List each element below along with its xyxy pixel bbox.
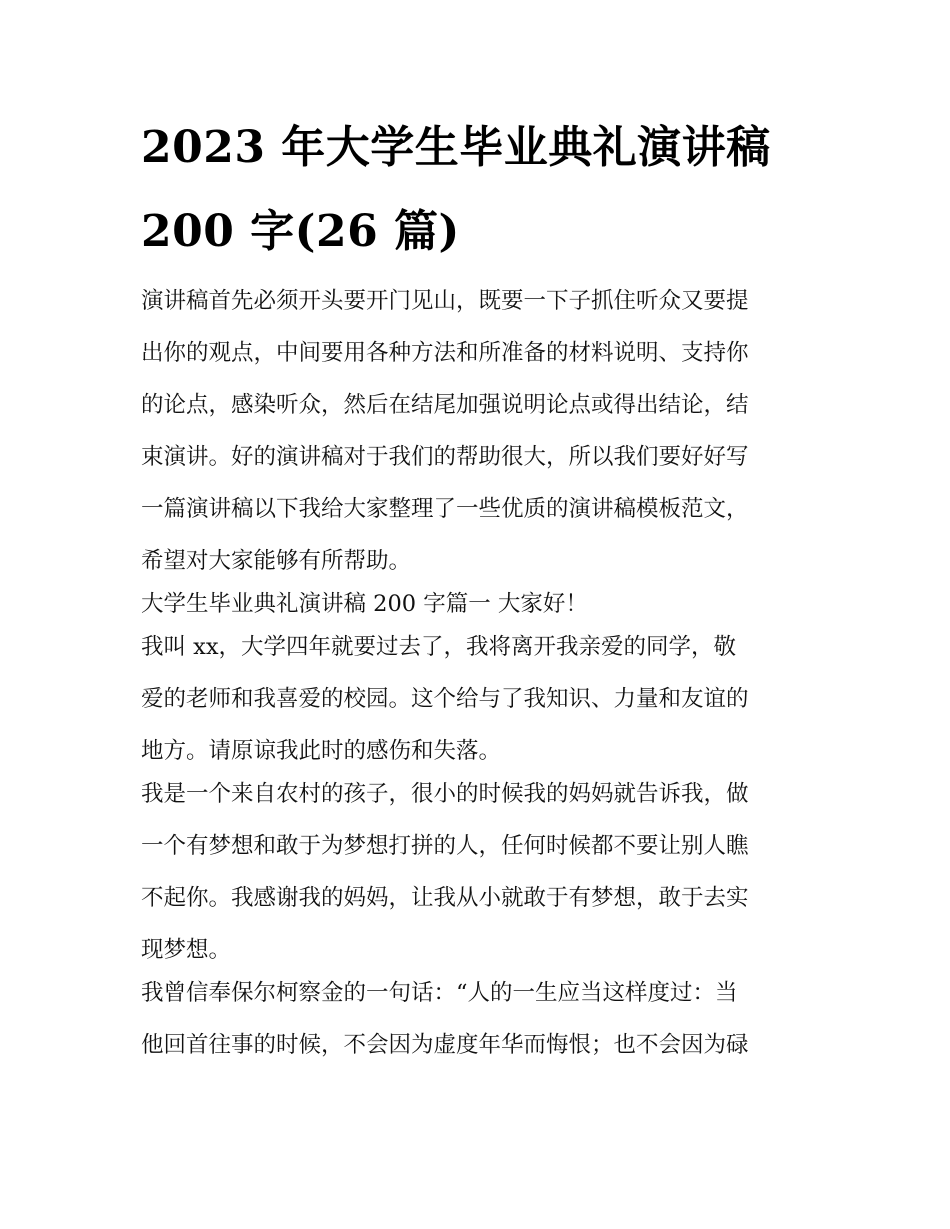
paragraph-quote	[141, 982, 813, 1059]
text-line: 他回首往事的时候，不会因为虚度年华而悔恨；也不会因为碌	[141, 1032, 749, 1058]
text-line: 我是一个来自农村的孩子，很小的时候我的妈妈就告诉我，做	[141, 781, 749, 807]
title-line-2: 200 字(26 篇)	[141, 206, 460, 257]
document-body	[141, 290, 813, 1059]
text-line: 一个有梦想和敢于为梦想打拼的人，任何时候都不要让别人瞧	[141, 833, 749, 859]
text-line: 地方。请原谅我此时的感伤和失落。	[141, 738, 502, 764]
text-line: 我叫 xx，大学四年就要过去了，我将离开我亲爱的同学，敬	[141, 634, 737, 660]
text-line: 爱的老师和我喜爱的校园。这个给与了我知识、力量和友谊的	[141, 686, 749, 712]
text-line: 大学生毕业典礼演讲稿 200 字篇一 大家好！	[141, 591, 588, 617]
text-line: 的论点，感染听众，然后在结尾加强说明论点或得出结论，结	[141, 392, 749, 418]
paragraph-background	[141, 783, 813, 964]
document-title	[141, 118, 813, 262]
text-line: 出你的观点，中间要用各种方法和所准备的材料说明、支持你	[141, 340, 749, 366]
text-line: 束演讲。好的演讲稿对于我们的帮助很大，所以我们要好好写	[141, 444, 749, 470]
text-line: 希望对大家能够有所帮助。	[141, 548, 412, 574]
text-line: 演讲稿首先必须开头要开门见山，既要一下子抓住听众又要提	[141, 288, 749, 314]
document-page	[141, 118, 813, 1086]
title-line-1: 2023 年大学生毕业典礼演讲稿	[141, 122, 771, 173]
text-line: 我曾信奉保尔柯察金的一句话：“人的一生应当这样度过：当	[141, 980, 738, 1006]
paragraph-section-heading	[141, 593, 813, 618]
paragraph-self-intro	[141, 636, 813, 765]
paragraph-intro	[141, 290, 813, 575]
text-line: 一篇演讲稿以下我给大家整理了一些优质的演讲稿模板范文，	[141, 496, 749, 522]
text-line: 现梦想。	[141, 937, 232, 963]
text-line: 不起你。我感谢我的妈妈，让我从小就敢于有梦想，敢于去实	[141, 885, 749, 911]
